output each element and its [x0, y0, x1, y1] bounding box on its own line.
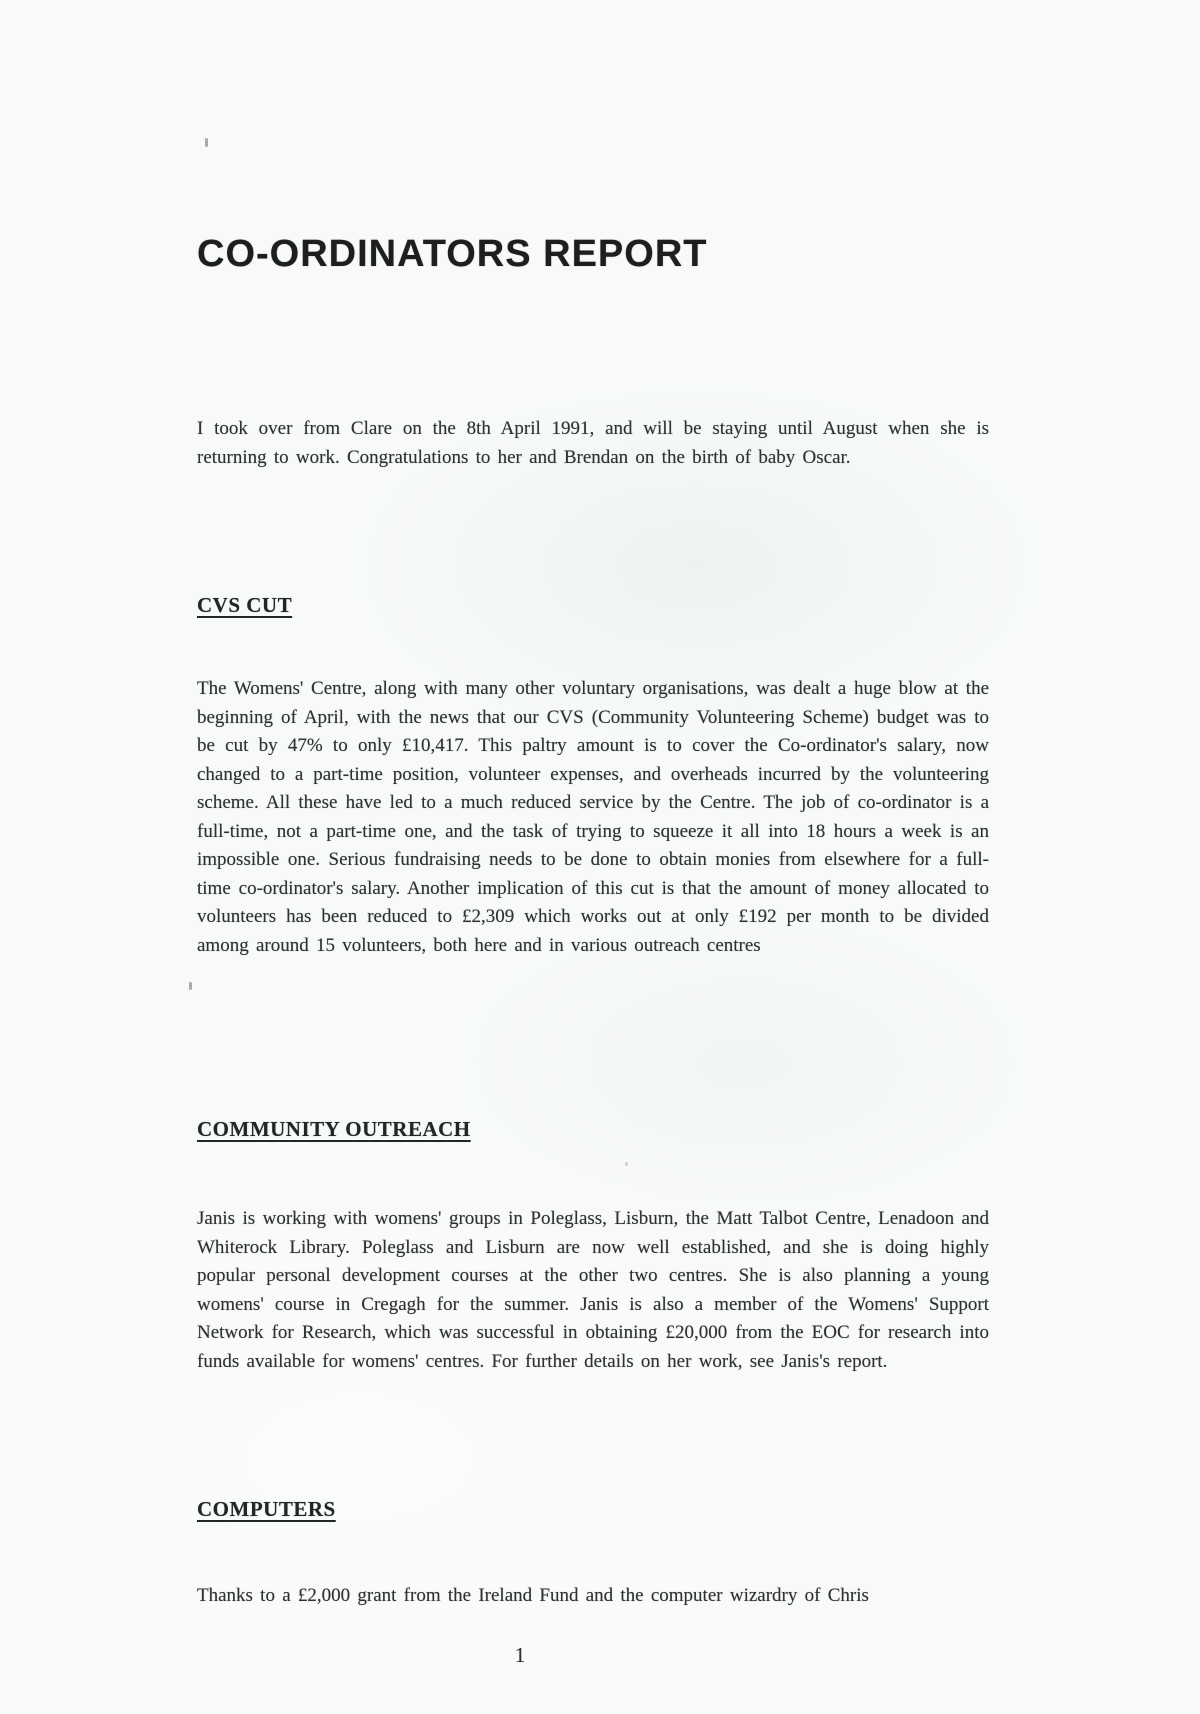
section-heading-cvs-cut: CVS CUT	[197, 593, 293, 618]
scan-artifact	[205, 138, 208, 147]
page-number: 1	[514, 1643, 526, 1667]
scan-artifact	[625, 1162, 628, 1166]
cvs-cut-paragraph: The Womens' Centre, along with many other voluntary organisations, was dealt a huge blow at the beginning of April, with the news that our CVS (Community Volunteering Scheme) budget was to be cut by 47% to only £10,417. This paltry amount is to cover the Co-ordinator's salary, now changed to a part-time position, volunteer expenses, and overheads incurred by the volunteering scheme. All these have led to a much reduced service by the Centre. The job of co-ordinator is a full-time, not a part-time one, and the task of trying to squeeze it all into 18 hours a week is an impossible one. Serious fundraising needs to be done to obtain monies from elsewhere for a full-time co-ordinator's salary. Another implication of this cut is that the amount of money allocated to volunteers has been reduced to £2,309 which works out at only £192 per month to be divided among around 15 volunteers, both here and in various outreach centres	[197, 678, 989, 956]
community-outreach-paragraph: Janis is working with womens' groups in Poleglass, Lisburn, the Matt Talbot Centre, Lenadoon and Whiterock Library. Poleglass and Lisburn are now well established, and she is doing highly popular personal development courses at the other two centres. She is also planning a young womens' course in Cregagh for the summer. Janis is also a member of the Womens' Support Network for Research, which was successful in obtaining £20,000 from the EOC for research into funds available for womens' centres. For further details on her work, see Janis's report.	[197, 1208, 989, 1372]
section-heading-computers: COMPUTERS	[197, 1497, 336, 1522]
scan-artifact	[189, 982, 192, 990]
page-title: CO-ORDINATORS REPORT	[197, 233, 708, 276]
intro-paragraph: I took over from Clare on the 8th April 1991, and will be staying until August when she is returning to work. Congratulations to her and Brendan on the birth of baby Oscar.	[197, 418, 989, 468]
section-heading-community-outreach: COMMUNITY OUTREACH	[197, 1117, 471, 1142]
computers-paragraph: Thanks to a £2,000 grant from the Ireland Fund and the computer wizardry of Chris	[197, 1585, 869, 1606]
